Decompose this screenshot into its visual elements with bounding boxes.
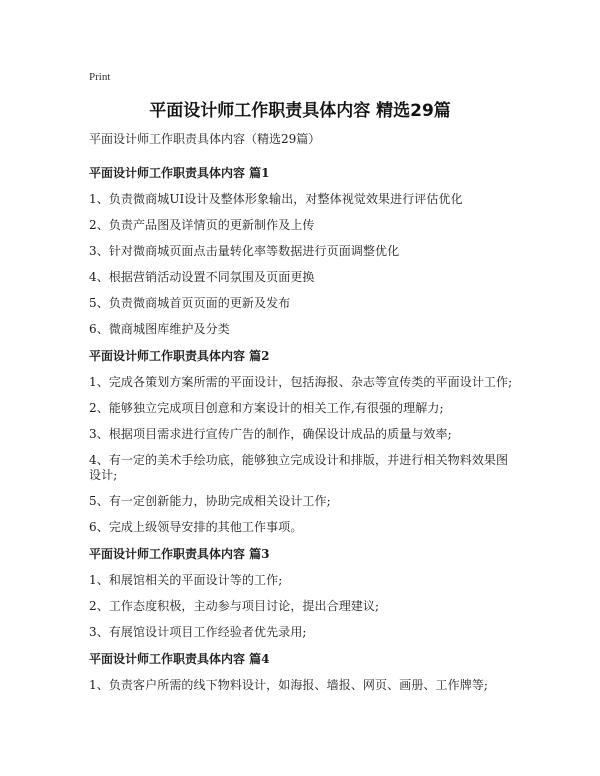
list-item: 2、工作态度积极，主动参与项目讨论，提出合理建议; [89,599,380,613]
list-item: 1、和展馆相关的平面设计等的工作; [89,573,283,587]
list-item: 5、有一定创新能力，协助完成相关设计工作; [89,494,331,508]
print-link[interactable]: Print [89,71,111,83]
list-item: 3、针对微商城页面点击量转化率等数据进行页面调整优化 [89,244,400,258]
list-item: 1、完成各策划方案所需的平面设计，包括海报、杂志等宣传类的平面设计工作; [89,375,513,389]
section-heading: 平面设计师工作职责具体内容 篇3 [89,547,270,561]
page-title: 平面设计师工作职责具体内容 精选29篇 [149,101,451,121]
list-item: 4、有一定的美术手绘功底，能够独立完成设计和排版，并进行相关物料效果图设计; [89,453,509,482]
list-item: 5、负责微商城首页页面的更新及发布 [89,296,291,310]
document-body [89,131,529,704]
list-item: 2、负责产品图及详情页的更新制作及上传 [89,218,315,232]
document-subtitle: 平面设计师工作职责具体内容（精选29篇） [89,132,321,146]
list-item: 3、根据项目需求进行宣传广告的制作，确保设计成品的质量与效率; [89,427,452,441]
list-item: 4、根据营销活动设置不同氛围及页面更换 [89,270,315,284]
list-item: 6、微商城图库维护及分类 [89,322,230,336]
list-item: 2、能够独立完成项目创意和方案设计的相关工作,有很强的理解力; [89,401,444,415]
list-item: 1、负责微商城UI设计及整体形象输出，对整体视觉效果进行评估优化 [89,192,463,206]
list-item: 6、完成上级领导安排的其他工作事项。 [89,520,303,534]
section-heading: 平面设计师工作职责具体内容 篇1 [89,166,270,180]
section-heading: 平面设计师工作职责具体内容 篇4 [89,652,270,666]
section-heading: 平面设计师工作职责具体内容 篇2 [89,349,270,363]
list-item: 1、负责客户所需的线下物料设计，如海报、墙报、网页、画册、工作牌等; [89,678,489,692]
list-item: 3、有展馆设计项目工作经验者优先录用; [89,625,307,639]
